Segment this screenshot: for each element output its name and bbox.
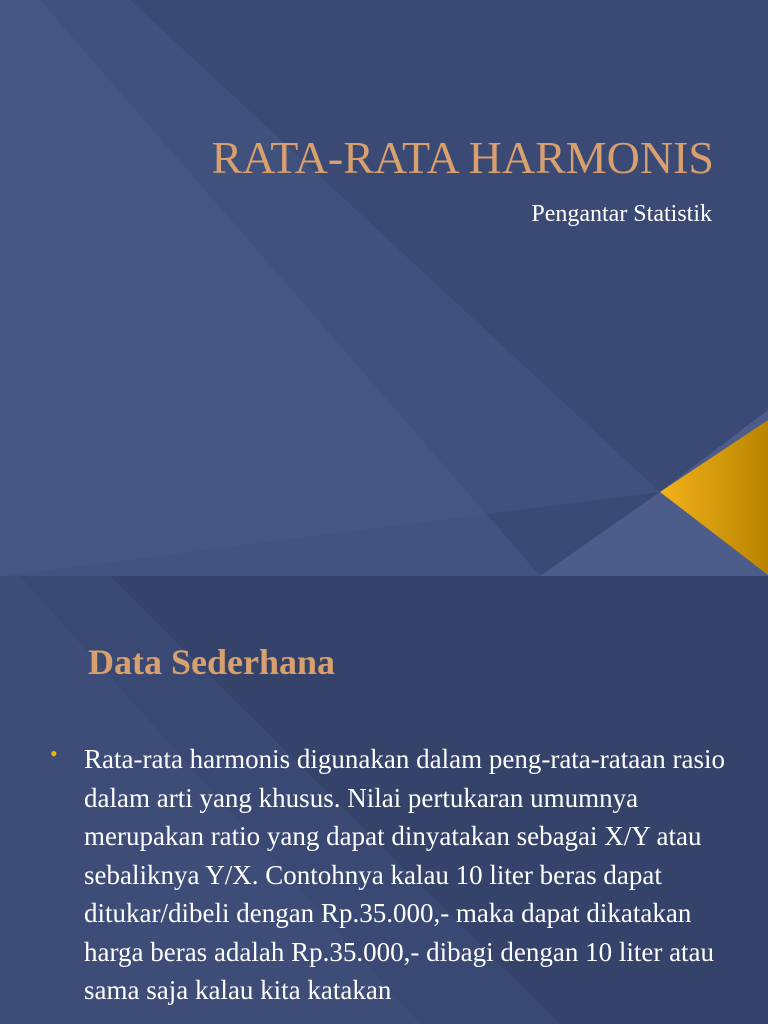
slide-subtitle: Pengantar Statistik (531, 201, 712, 227)
section-heading: Data Sederhana (88, 642, 336, 682)
bullet-icon: • (50, 741, 58, 766)
bullet-text: Rata-rata harmonis digunakan dalam peng-rata-rataan rasio dalam arti yang khusus. Nilai pertukaran umumnya merupakan ratio yang dapat dinyatakan sebagai X/Y atau sebaliknya Y/X. Contohnya kalau 10 liter beras dapat ditukar/dibeli dengan Rp.35.000,- maka dapat dikatakan harga beras adalah Rp.35.000,- dibagi dengan 10 liter atau sama saja kalau kita katakan (84, 744, 725, 1005)
slide-title: RATA-RATA HARMONIS (211, 132, 714, 183)
